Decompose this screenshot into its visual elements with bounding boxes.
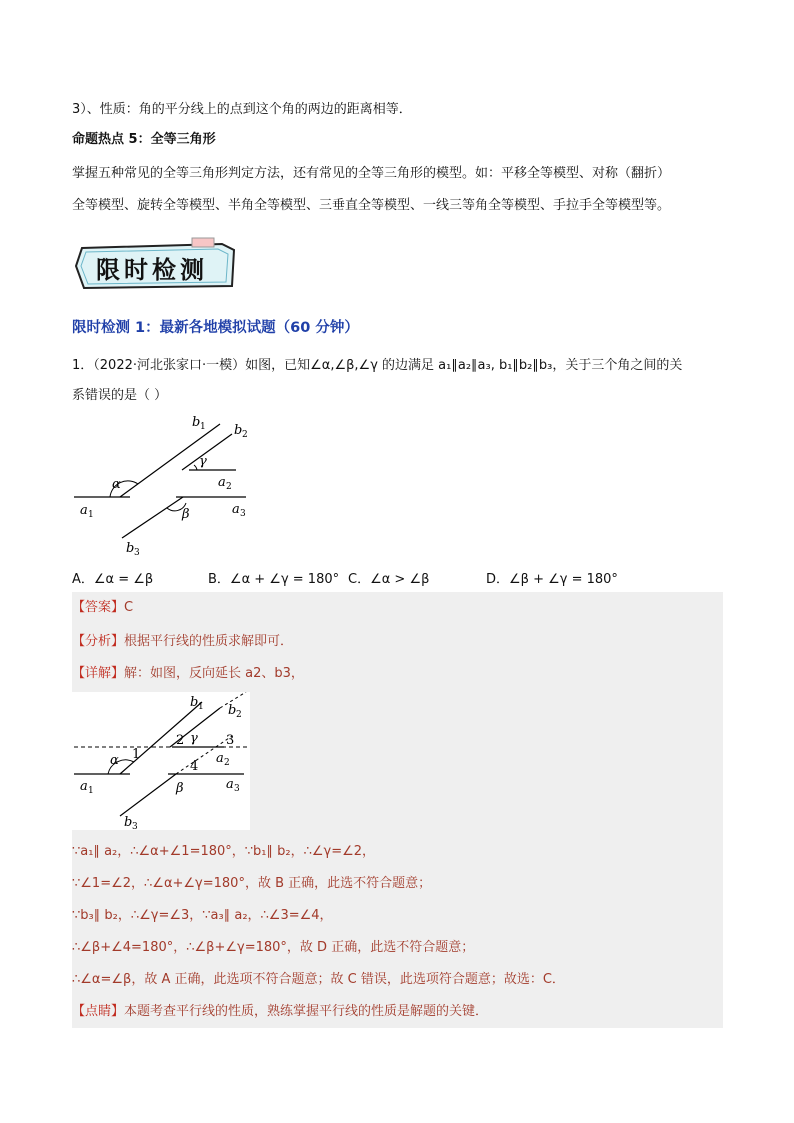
label-3: 3 <box>226 733 235 748</box>
label-b2: b <box>234 423 243 438</box>
label-b3-2-sub: 3 <box>132 822 138 830</box>
option-b[interactable]: B．∠α + ∠γ = 180° <box>208 572 340 587</box>
label-b1: b <box>192 415 201 430</box>
label-a3-sub: 3 <box>240 509 246 519</box>
label-b1-2: b <box>190 695 199 710</box>
label-gamma-2: γ <box>190 731 198 746</box>
intro-paragraph-2: 全等模型、旋转全等模型、半角全等模型、三垂直全等模型、一线三等角全等模型、手拉手全等模型等。 <box>72 198 671 213</box>
solution-step-1: ∵a₁∥ a₂，∴∠α+∠1=180°，∵b₁∥ b₂，∴∠γ=∠2， <box>72 844 376 859</box>
label-2: 2 <box>176 733 185 748</box>
label-b2-2: b <box>228 703 237 718</box>
comment-tag: 【点睛】 <box>72 1004 125 1019</box>
comment-text: 本题考查平行线的性质，熟练掌握平行线的性质是解题的关键． <box>124 1004 489 1019</box>
label-b3: b <box>126 541 135 556</box>
solution-step-5: ∴∠α=∠β，故 A 正确，此选项不符合题意；故 C 错误，此选项符合题意；故选：C． <box>72 972 565 987</box>
question-stem-line-2: 系错误的是（ ） <box>72 388 168 403</box>
solution-step-2: ∵∠1=∠2，∴∠α+∠γ=180°，故 B 正确，此选不符合题意； <box>72 876 432 891</box>
property-line: 3）、性质：角的平分线上的点到这个角的两边的距离相等． <box>72 102 412 117</box>
banner-title: 限时检测 <box>96 255 208 284</box>
label-beta-2: β <box>176 781 184 796</box>
question-stem-line-1: 1．（2022·河北张家口·一模）如图，已知∠α,∠β,∠γ 的边满足 a₁∥a₂∥a₃, b₁∥b₂∥b₃，关于三个角之间的关 <box>72 358 683 373</box>
solution-step-3: ∵b₃∥ b₂，∴∠γ=∠3，∵a₃∥ a₂，∴∠3=∠4， <box>72 908 333 923</box>
label-b1-2-sub: 1 <box>198 702 204 712</box>
answer-value: C <box>124 600 134 615</box>
label-alpha: α <box>112 477 121 492</box>
label-a1-sub: 1 <box>88 510 94 520</box>
label-alpha-2: α <box>110 753 119 768</box>
label-b3-sub: 3 <box>134 548 140 558</box>
label-a2: a <box>218 475 226 490</box>
label-a1-2-sub: 1 <box>88 786 94 796</box>
section-banner <box>72 236 240 294</box>
label-gamma: γ <box>199 454 207 469</box>
question-figure <box>72 412 262 560</box>
label-b1-sub: 1 <box>200 422 206 432</box>
detail-text: 解：如图，反向延长 a2、b3， <box>124 666 304 681</box>
label-beta: β <box>182 507 190 522</box>
section-title: 限时检测 1：最新各地模拟试题（60 分钟） <box>72 320 359 336</box>
label-a3-2-sub: 3 <box>234 784 240 794</box>
solution-step-4: ∴∠β+∠4=180°，∴∠β+∠γ=180°，故 D 正确，此选不符合题意； <box>72 940 475 955</box>
hot-topic-label: 命题热点 5：全等三角形 <box>72 132 216 147</box>
detail-row <box>72 664 304 684</box>
label-1: 1 <box>132 747 141 762</box>
analysis-text: 根据平行线的性质求解即可． <box>124 634 294 649</box>
analysis-tag: 【分析】 <box>72 634 125 649</box>
label-b2-sub: 2 <box>242 430 248 440</box>
comment-row <box>72 1002 488 1022</box>
label-a2-sub: 2 <box>226 482 232 492</box>
label-b2-2-sub: 2 <box>236 710 242 720</box>
option-c[interactable]: C．∠α > ∠β <box>348 572 430 587</box>
option-d[interactable]: D．∠β + ∠γ = 180° <box>486 572 618 587</box>
label-a2-2-sub: 2 <box>224 758 230 768</box>
label-a2-2: a <box>216 751 224 766</box>
answer-tag: 【答案】 <box>72 600 125 615</box>
solution-figure <box>72 692 250 830</box>
label-a3: a <box>232 502 240 517</box>
label-4: 4 <box>190 759 199 774</box>
answer-row <box>72 598 133 618</box>
label-a3-2: a <box>226 777 234 792</box>
analysis-row <box>72 632 293 652</box>
label-a1: a <box>80 503 88 518</box>
label-a1-2: a <box>80 779 88 794</box>
detail-tag: 【详解】 <box>72 666 125 681</box>
intro-paragraph-1: 掌握五种常见的全等三角形判定方法，还有常见的全等三角形的模型。如：平移全等模型、对称（翻折） <box>72 166 671 181</box>
option-a[interactable]: A．∠α = ∠β <box>72 572 154 587</box>
label-b3-2: b <box>124 815 133 830</box>
